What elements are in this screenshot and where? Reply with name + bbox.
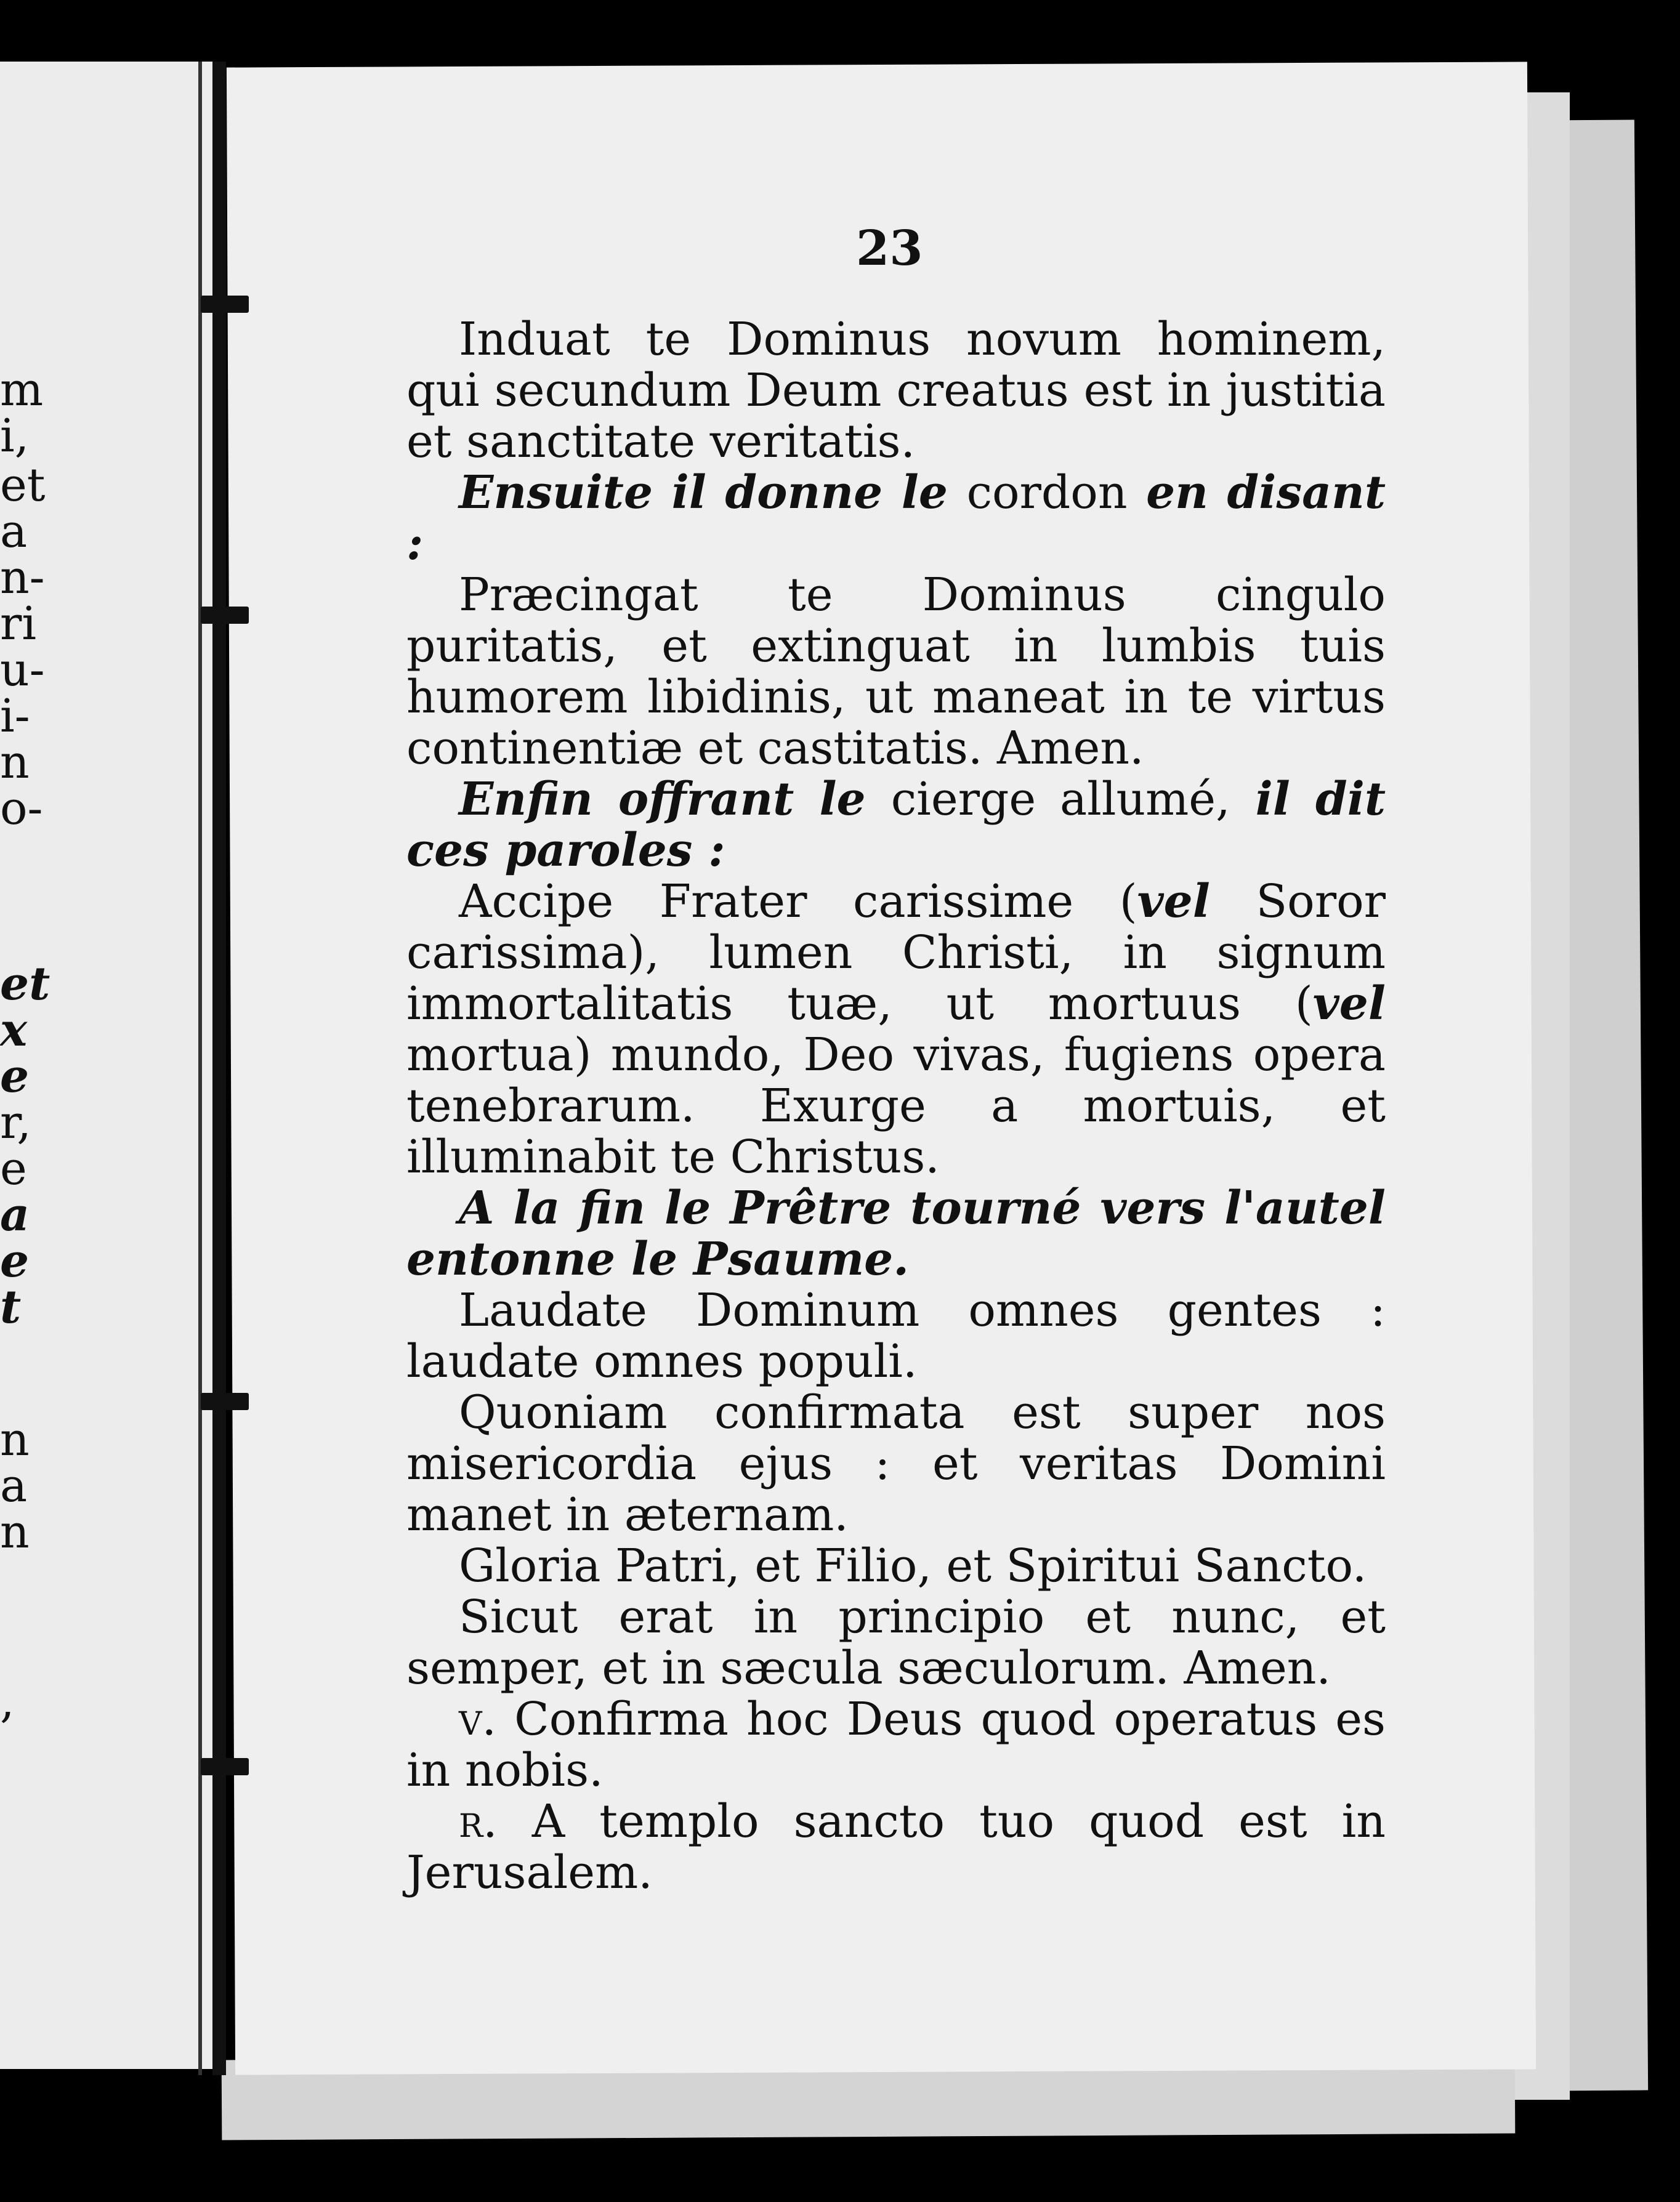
rubric-paragraph	[406, 774, 1386, 876]
left-page-fragment: n	[0, 1506, 30, 1559]
page-number: 23	[856, 220, 923, 276]
left-page-fragment: m	[0, 363, 44, 416]
left-page-fragment: u-	[0, 643, 45, 696]
text-run: v.	[459, 1693, 497, 1746]
left-page-fragment: et	[0, 459, 46, 512]
text-run: Enfin offrant le	[459, 773, 891, 826]
left-page-fragment: n	[0, 736, 30, 789]
left-page-fragment: et	[0, 958, 50, 1010]
prayer-paragraph	[406, 1541, 1386, 1592]
left-page-fragment: t	[0, 1281, 22, 1334]
prayer-paragraph	[406, 1285, 1386, 1387]
left-page-fragment: n-	[0, 551, 45, 604]
text-run: A la fin le Prêtre tourné vers l'autel entonne le Psaume.	[406, 1182, 1386, 1286]
text-run: Ensuite il donne le	[459, 466, 967, 519]
text-run: Confirma hoc Deus quod operatus es in nobis.	[406, 1693, 1386, 1797]
left-page-fragment: i,	[0, 409, 30, 462]
rubric-paragraph	[406, 1183, 1386, 1285]
text-run: mortua) mundo, Deo vivas, fugiens opera tenebrarum. Exurge a mortuis, et illuminabit te Christus.	[406, 1028, 1386, 1184]
binding-stitch	[201, 296, 249, 313]
left-page-fragment: ,	[0, 1675, 15, 1728]
left-page-fragment: a	[0, 505, 28, 558]
prayer-paragraph	[406, 1592, 1386, 1694]
text-run: Accipe Frater carissime (	[459, 875, 1137, 928]
text-run: Præcingat te Dominus cingulo puritatis, et extinguat in lumbis tuis humorem libidinis, ut maneat in te virtus continentiæ et castitatis. Amen.	[406, 568, 1386, 775]
text-run: vel	[1312, 977, 1386, 1030]
binding-stitch	[201, 607, 249, 624]
text-run: Gloria Patri, et Filio, et Spiritui Sancto.	[459, 1539, 1367, 1592]
prayer-paragraph	[406, 1694, 1386, 1796]
text-run: Laudate Dominum omnes gentes : laudate omnes populi.	[406, 1284, 1386, 1388]
left-page-fragment: x	[0, 1004, 28, 1057]
text-run: Sicut erat in principio et nunc, et semper, et in sæcula sæculorum. Amen.	[406, 1591, 1386, 1695]
left-page-fragment: n	[0, 1413, 30, 1466]
prayer-paragraph	[406, 1387, 1386, 1541]
text-run: cierge allumé,	[890, 773, 1230, 826]
left-page-fragment: a	[0, 1188, 30, 1241]
text-run: vel	[1137, 875, 1210, 928]
left-page-fragment: e	[0, 1050, 30, 1103]
prayer-paragraph	[406, 1796, 1386, 1898]
binding-stitch	[201, 1758, 249, 1775]
prayer-paragraph	[406, 570, 1386, 774]
left-page-fragment: i-	[0, 690, 30, 743]
prayer-paragraph	[406, 314, 1386, 467]
prayer-paragraph	[406, 876, 1386, 1183]
text-run: en disant :	[406, 466, 1386, 570]
rubric-paragraph	[406, 467, 1386, 570]
binding-stitch	[201, 1393, 249, 1410]
left-page-fragment: o-	[0, 782, 43, 835]
left-page-fragment: e	[0, 1235, 30, 1288]
text-run: il dit ces paroles :	[406, 773, 1386, 877]
text-run: Induat te Dominus novum hominem, qui secundum Deum creatus est in justitia et sanctitate veritatis.	[406, 313, 1386, 468]
left-page	[0, 62, 225, 2069]
left-page-fragment: e	[0, 1142, 27, 1195]
left-page-fragment: ri	[0, 597, 37, 650]
left-page-fragment: a	[0, 1459, 28, 1512]
text-run: Soror carissima), lumen Christi, in signum immortalitatis tuæ, ut mortuus (	[406, 875, 1386, 1030]
text-run: cordon	[966, 466, 1128, 519]
left-page-fragment: r,	[0, 1096, 31, 1149]
page-body-text	[406, 314, 1386, 1898]
text-run: Quoniam confirmata est super nos misericordia ejus : et veritas Domini manet in æternam.	[406, 1386, 1386, 1541]
text-run: r.	[459, 1795, 498, 1848]
text-run: A templo sancto tuo quod est in Jerusalem.	[406, 1795, 1386, 1899]
